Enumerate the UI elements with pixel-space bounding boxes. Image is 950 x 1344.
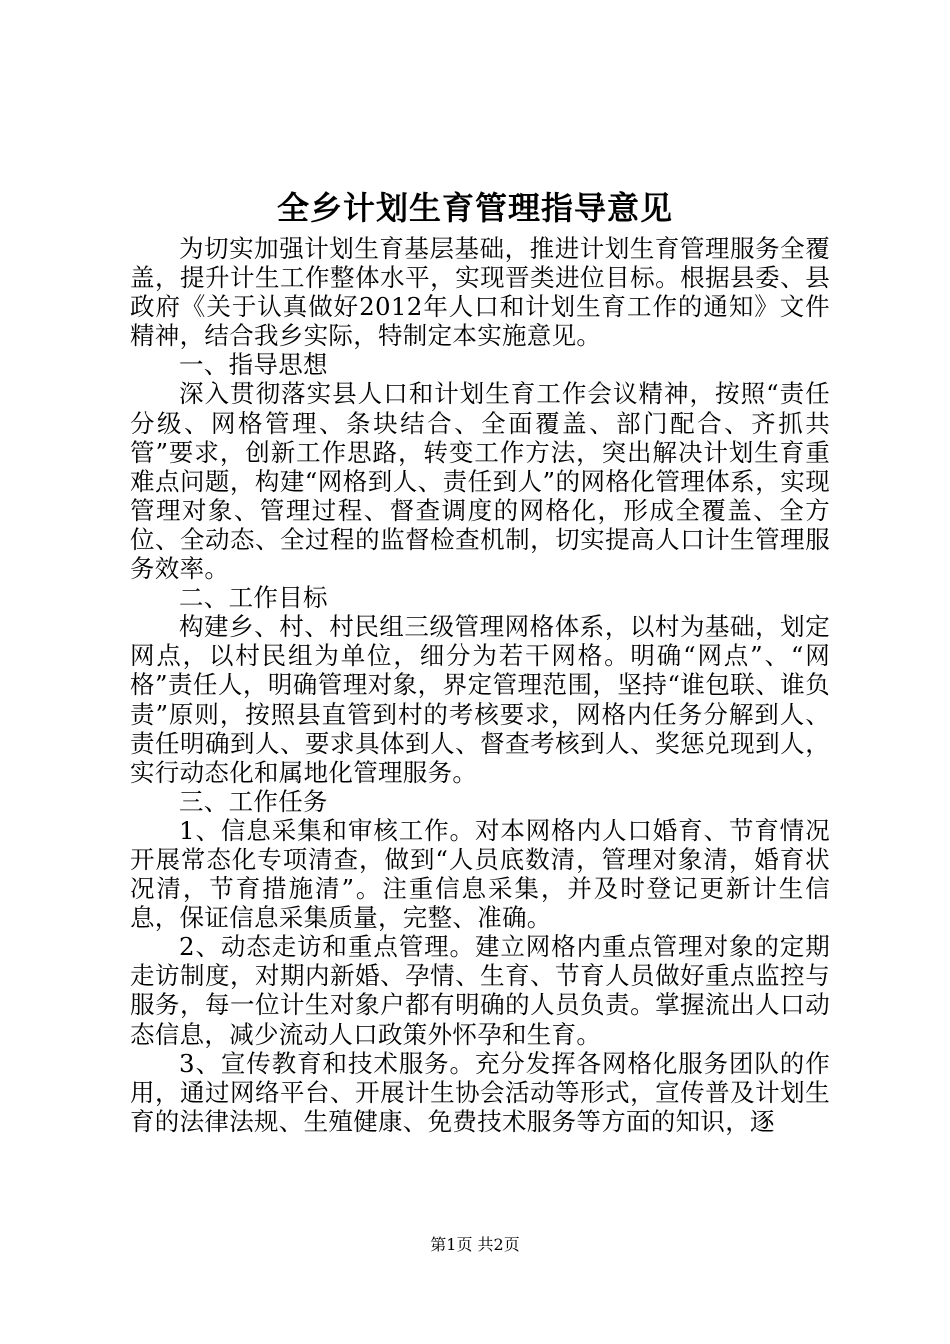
document-title: 全乡计划生育管理指导意见 — [276, 189, 673, 227]
page-number: 第1页 — [430, 1235, 473, 1254]
task-1-paragraph: 1、信息采集和审核工作。对本网格内人口婚育、节育情况开展常态化专项清查，做到“人员底数清，管理对象清，婚育状况清，节育措施清”。注重信息采集，并及时登记更新计生信息，保证信息采集质量，完整、准确。 — [130, 815, 830, 933]
section-heading-work-goals: 二、工作目标 — [179, 583, 328, 613]
page-total: 共2页 — [477, 1235, 520, 1254]
task-2-paragraph: 2、动态走访和重点管理。建立网格内重点管理对象的定期走访制度，对期内新婚、孕情、生育、节育人员做好重点监控与服务，每一位计生对象户都有明确的人员负责。掌握流出人口动态信息，减少流动人口政策外怀孕和生育。 — [130, 932, 830, 1049]
section-heading-guiding-ideology: 一、指导思想 — [179, 350, 328, 380]
work-goals-paragraph: 构建乡、村、村民组三级管理网格体系，以村为基础，划定网点，以村民组为单位，细分为若干网格。明确“网点”、“网格”责任人，明确管理对象，界定管理范围，坚持“谁包联、谁负责”原则，按照县直管到村的考核要求，网格内任务分解到人、责任明确到人、要求具体到人、督查考核到人、奖惩兑现到人，实行动态化和属地化管理服务。 — [130, 612, 831, 787]
page-footer — [0, 1234, 950, 1256]
guiding-ideology-paragraph: 深入贯彻落实县人口和计划生育工作会议精神，按照“责任分级、网格管理、条块结合、全面覆盖、部门配合、齐抓共管”要求，创新工作思路，转变工作方法，突出解决计划生育重难点问题，构建“网格到人、责任到人”的网格化管理体系，实现管理对象、管理过程、督查调度的网格化，形成全覆盖、全方位、全动态、全过程的监督检查机制，切实提高人口计生管理服务效率。 — [130, 379, 831, 584]
section-heading-work-tasks: 三、工作任务 — [179, 786, 328, 816]
document-body — [130, 234, 830, 1136]
intro-paragraph: 为切实加强计划生育基层基础，推进计划生育管理服务全覆盖，提升计生工作整体水平，实现晋类进位目标。根据县委、县政府《关于认真做好2012年人口和计划生育工作的通知》文件精神，结合我乡实际，特制定本实施意见。 — [130, 234, 830, 351]
task-3-paragraph: 3、宣传教育和技术服务。充分发挥各网格化服务团队的作用，通过网络平台、开展计生协会活动等形式，宣传普及计划生育的法律法规、生殖健康、免费技术服务等方面的知识，逐 — [130, 1048, 830, 1136]
